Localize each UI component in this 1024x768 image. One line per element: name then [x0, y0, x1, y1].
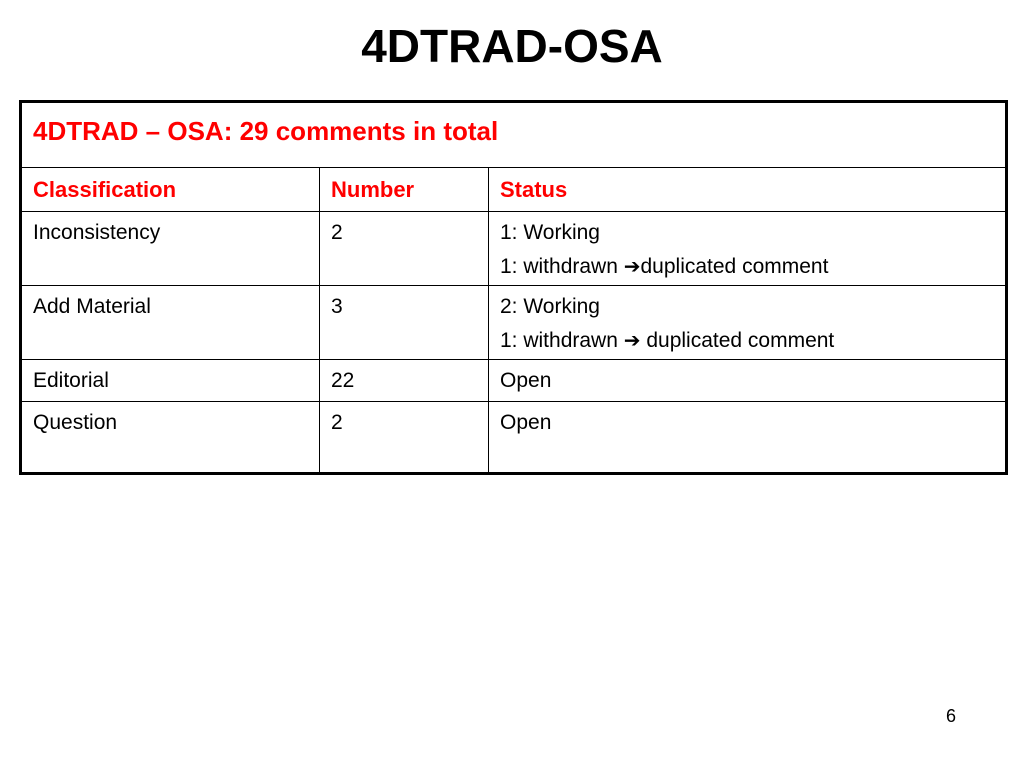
status-text: 1: withdrawn: [500, 329, 624, 352]
status-line: [500, 250, 1005, 284]
cell-status: [489, 360, 1007, 402]
cell-number: 2: [320, 402, 489, 474]
status-line: 1: Working: [500, 221, 600, 244]
cell-classification: Question: [21, 402, 320, 474]
status-text: 1: withdrawn: [500, 255, 624, 278]
slide-title: 4DTRAD-OSA: [361, 20, 663, 72]
table-row: [21, 212, 1007, 286]
cell-status: [489, 212, 1007, 286]
cell-classification: Add Material: [21, 286, 320, 360]
table-row: [21, 286, 1007, 360]
status-line: 2: Working: [500, 295, 600, 318]
cell-number: 22: [320, 360, 489, 402]
cell-classification: Editorial: [21, 360, 320, 402]
page-number: 6: [946, 706, 957, 726]
header-status: Status: [489, 168, 1007, 212]
cell-classification: Inconsistency: [21, 212, 320, 286]
table-header-row: [21, 168, 1007, 212]
header-classification: Classification: [21, 168, 320, 212]
cell-number: 2: [320, 212, 489, 286]
cell-status: [489, 402, 1007, 474]
table-caption: 4DTRAD – OSA: 29 comments in total: [21, 102, 1007, 168]
table-caption-row: [21, 102, 1007, 168]
status-text: duplicated comment: [640, 255, 829, 278]
table-row: [21, 360, 1007, 402]
cell-number: 3: [320, 286, 489, 360]
comments-summary-table: [19, 100, 1008, 475]
cell-status: [489, 286, 1007, 360]
right-arrow-icon: ➔: [623, 330, 641, 352]
status-line: Open: [500, 411, 552, 434]
status-text: duplicated comment: [640, 329, 835, 352]
status-line: [500, 324, 1005, 358]
status-line: Open: [500, 369, 552, 392]
header-number: Number: [320, 168, 489, 212]
right-arrow-icon: ➔: [623, 256, 641, 278]
table-row: [21, 402, 1007, 474]
